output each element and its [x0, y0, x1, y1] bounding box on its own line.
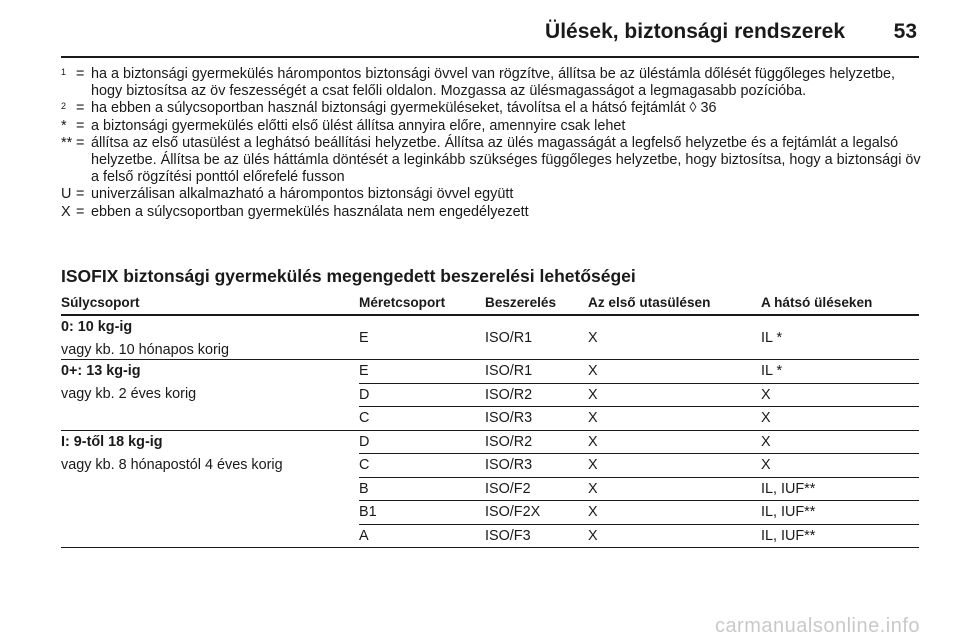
footnote-equals: = — [76, 117, 85, 134]
front-seat-cell: X — [588, 383, 761, 407]
page-number: 53 — [893, 20, 917, 43]
footnote-equals: = — [76, 203, 85, 220]
size-class-cell: E — [359, 360, 485, 384]
footnote — [61, 66, 921, 100]
fixture-cell: ISO/R3 — [485, 454, 588, 478]
rear-seat-cell: IL * — [761, 315, 919, 360]
col-header-front-seat: Az első utasülésen — [588, 290, 761, 315]
footnote — [61, 204, 921, 221]
footnote — [61, 100, 921, 117]
weight-group-cell — [61, 360, 359, 431]
weight-group-title: 0+: 13 kg-ig — [61, 363, 141, 379]
rear-seat-cell: X — [761, 454, 919, 478]
weight-group-title: 0: 10 kg-ig — [61, 319, 133, 335]
table-row — [61, 360, 919, 384]
isofix-table — [61, 290, 919, 548]
footnote-equals: = — [76, 186, 85, 203]
footnote-mark: X — [61, 203, 71, 220]
page-header — [61, 14, 919, 58]
footnote-text: ebben a súlycsoportban gyermekülés használata nem engedélyezett — [91, 203, 529, 220]
footnote-equals: = — [76, 134, 85, 151]
size-class-cell: C — [359, 454, 485, 478]
fixture-cell: ISO/R2 — [485, 383, 588, 407]
fixture-cell: ISO/F2X — [485, 501, 588, 525]
fixture-cell: ISO/R2 — [485, 430, 588, 454]
footnote-mark: ** — [61, 134, 73, 151]
weight-group-cell — [61, 315, 359, 360]
front-seat-cell: X — [588, 524, 761, 548]
front-seat-cell: X — [588, 360, 761, 384]
footnote-equals: = — [76, 100, 85, 117]
table-row — [61, 430, 919, 454]
fixture-cell: ISO/R3 — [485, 407, 588, 431]
footnote-mark: 2 — [61, 101, 67, 112]
section-title: ISOFIX biztonsági gyermekülés megengedett beszerelési lehetőségei — [61, 266, 636, 286]
rear-seat-cell: IL, IUF** — [761, 501, 919, 525]
weight-group-cell — [61, 430, 359, 548]
footnote-text: ha ebben a súlycsoportban használ biztonsági gyermeküléseket, távolítsa el a hátsó fejtámlát ◊ 36 — [91, 100, 717, 117]
weight-group-age: vagy kb. 10 hónapos korig — [61, 342, 230, 358]
front-seat-cell: X — [588, 454, 761, 478]
footnote-mark: 1 — [61, 67, 67, 77]
front-seat-cell: X — [588, 501, 761, 525]
table-header-row — [61, 290, 919, 315]
col-header-rear-seats: A hátsó üléseken — [761, 290, 919, 315]
front-seat-cell: X — [588, 407, 761, 431]
size-class-cell: E — [359, 315, 485, 360]
footnote-mark: * — [61, 117, 67, 134]
front-seat-cell: X — [588, 477, 761, 501]
rear-seat-cell: X — [761, 383, 919, 407]
footnote-text: univerzálisan alkalmazható a hárompontos biztonsági övvel együtt — [91, 186, 514, 203]
footnote-text: a biztonsági gyermekülés előtti első ülést állítsa annyira előre, amennyire csak lehet — [91, 117, 626, 134]
footnote-equals: = — [76, 66, 85, 82]
footnote-text: állítsa az első utasülést a leghátsó beállítási helyzetbe. Állítsa az ülés magasságát a legfelső helyzetbe és a fejtámlát a legalsó helyzetbe. Állítsa be az ülés háttámla döntését a leginkább szükséges függőleges helyzetbe, hogy biztosítsa, hogy a biztonsági öv a felső rögzítési ponttól előrefelé fusson — [91, 134, 921, 186]
front-seat-cell: X — [588, 315, 761, 360]
rear-seat-cell: IL, IUF** — [761, 477, 919, 501]
size-class-cell: C — [359, 407, 485, 431]
table-row — [61, 315, 919, 360]
size-class-cell: B1 — [359, 501, 485, 525]
footnote-mark: U — [61, 186, 72, 203]
fixture-cell: ISO/R1 — [485, 315, 588, 360]
size-class-cell: B — [359, 477, 485, 501]
rear-seat-cell: IL * — [761, 360, 919, 384]
fixture-cell: ISO/F3 — [485, 524, 588, 548]
footnotes — [61, 66, 921, 221]
rear-seat-cell: X — [761, 407, 919, 431]
front-seat-cell: X — [588, 430, 761, 454]
watermark: carmanualsonline.info — [714, 615, 920, 637]
rear-seat-cell: IL, IUF** — [761, 524, 919, 548]
page-title: Ülések, biztonsági rendszerek — [545, 20, 845, 43]
size-class-cell: D — [359, 430, 485, 454]
col-header-size-class: Méretcsoport — [359, 290, 485, 315]
footnote — [61, 135, 921, 187]
fixture-cell: ISO/R1 — [485, 360, 588, 384]
weight-group-age: vagy kb. 2 éves korig — [61, 386, 197, 402]
footnote-text: ha a biztonsági gyermekülés hárompontos biztonsági övvel van rögzítve, állítsa be az üléstámla dőlését függőleges helyzetbe, hogy biztosítsa az öv feszességét a csat felőli oldalon. Mozgassa az ülésmagasságot a legmagasabb pozícióba. — [91, 66, 895, 100]
size-class-cell: A — [359, 524, 485, 548]
size-class-cell: D — [359, 383, 485, 407]
footnote — [61, 118, 921, 135]
footnote — [61, 186, 921, 203]
fixture-cell: ISO/F2 — [485, 477, 588, 501]
weight-group-age: vagy kb. 8 hónapostól 4 éves korig — [61, 456, 283, 473]
rear-seat-cell: X — [761, 430, 919, 454]
col-header-weight-group: Súlycsoport — [61, 290, 359, 315]
weight-group-title: I: 9-től 18 kg-ig — [61, 433, 163, 450]
col-header-fixture: Beszerelés — [485, 290, 588, 315]
